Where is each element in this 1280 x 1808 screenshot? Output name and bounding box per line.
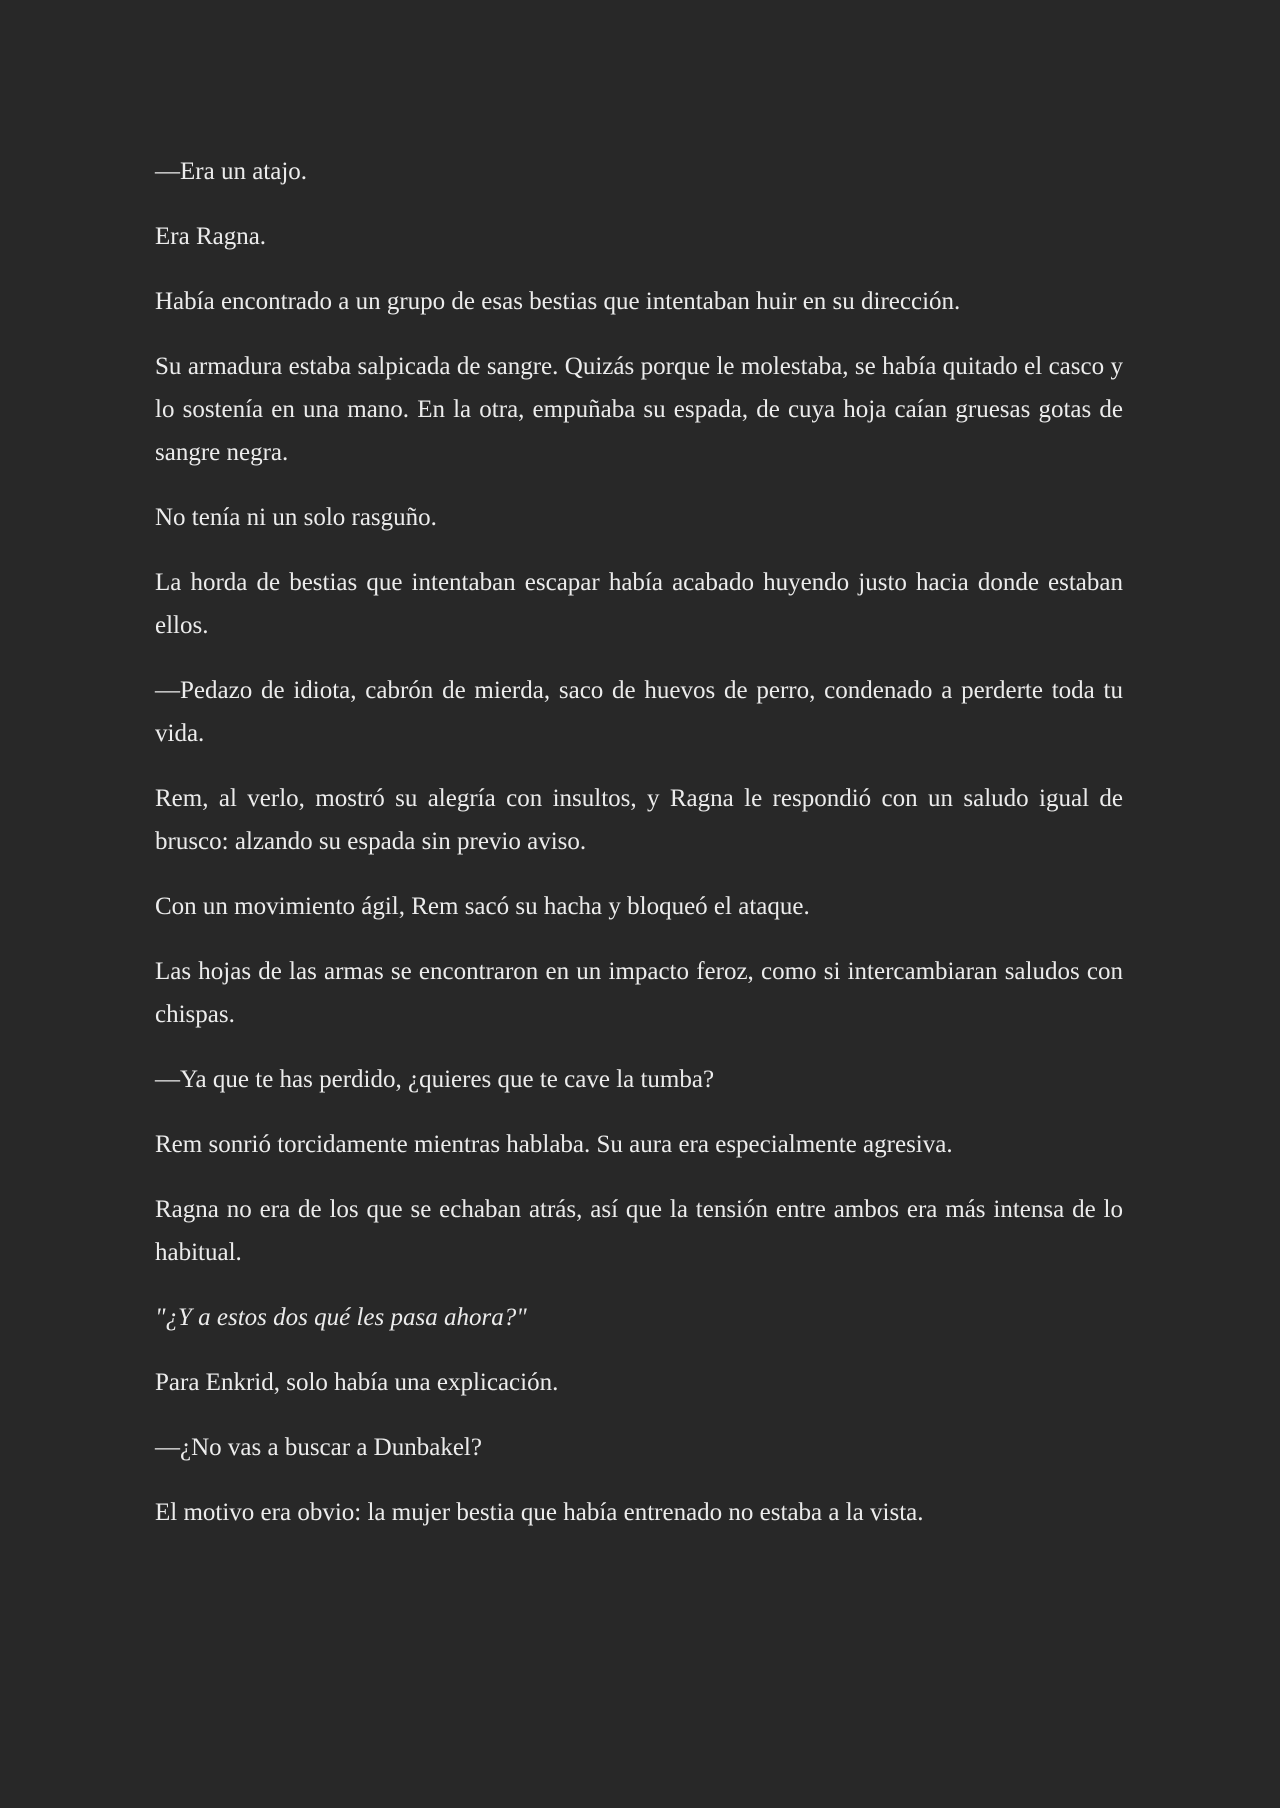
paragraph: Para Enkrid, solo había una explicación.	[155, 1369, 559, 1396]
paragraph: Con un movimiento ágil, Rem sacó su hacha y bloqueó el ataque.	[155, 893, 810, 920]
paragraph: —Era un atajo.	[155, 158, 308, 185]
paragraph: No tenía ni un solo rasguño.	[155, 504, 437, 531]
paragraph: Era Ragna.	[155, 223, 267, 250]
paragraph: La horda de bestias que intentaban escapar había acabado huyendo justo hacia donde estaban ellos.	[155, 569, 1123, 639]
paragraph: Las hojas de las armas se encontraron en un impacto feroz, como si intercambiaran saludos con chispas.	[155, 958, 1123, 1028]
paragraph: Había encontrado a un grupo de esas bestias que intentaban huir en su dirección.	[155, 288, 961, 315]
paragraph: Rem, al verlo, mostró su alegría con insultos, y Ragna le respondió con un saludo igual de brusco: alzando su espada sin previo aviso.	[155, 785, 1123, 855]
paragraph: El motivo era obvio: la mujer bestia que había entrenado no estaba a la vista.	[155, 1499, 924, 1526]
reading-page	[155, 150, 1123, 1556]
paragraph: —¿No vas a buscar a Dunbakel?	[155, 1434, 482, 1461]
paragraph: Rem sonrió torcidamente mientras hablaba. Su aura era especialmente agresiva.	[155, 1131, 953, 1158]
paragraph: —Ya que te has perdido, ¿quieres que te cave la tumba?	[155, 1066, 715, 1093]
paragraph: —Pedazo de idiota, cabrón de mierda, saco de huevos de perro, condenado a perderte toda tu vida.	[155, 677, 1123, 747]
thought-paragraph: "¿Y a estos dos qué les pasa ahora?"	[155, 1304, 527, 1331]
paragraph: Ragna no era de los que se echaban atrás, así que la tensión entre ambos era más intensa de lo habitual.	[155, 1196, 1123, 1266]
paragraph: Su armadura estaba salpicada de sangre. Quizás porque le molestaba, se había quitado el casco y lo sostenía en una mano. En la otra, empuñaba su espada, de cuya hoja caían gruesas gotas de sangre negra.	[155, 353, 1123, 466]
